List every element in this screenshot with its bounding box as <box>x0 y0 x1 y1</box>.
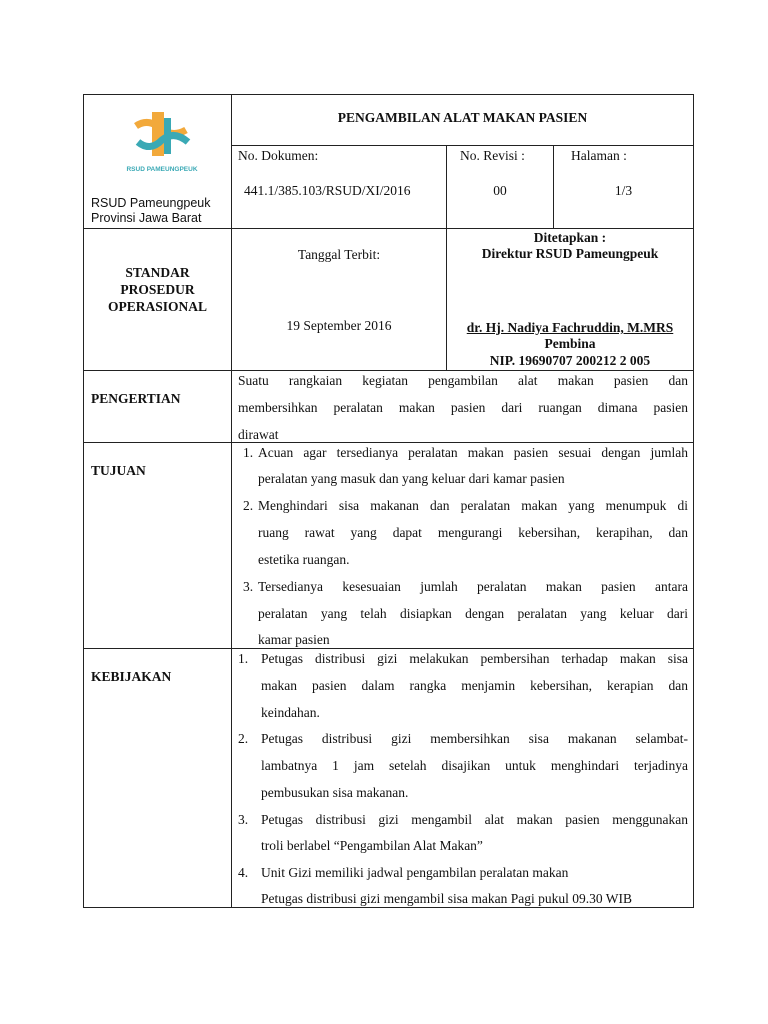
page-value: 1/3 <box>614 183 633 198</box>
tujuan-item-line: ruang rawat yang dapat mengurangi kebersihan, kerapihan, dan <box>258 525 688 540</box>
sop-type-line2: PROSEDUR <box>120 282 195 297</box>
table-divider <box>83 648 694 649</box>
tujuan-item-number: 1. <box>243 445 254 460</box>
tujuan-item-line: estetika ruangan. <box>258 552 350 567</box>
institution-name: RSUD Pameungpeuk <box>91 196 211 210</box>
document-title: PENGAMBILAN ALAT MAKAN PASIEN <box>337 110 588 125</box>
table-border-right <box>693 94 694 908</box>
established-label: Ditetapkan : <box>533 230 607 245</box>
table-border-left <box>83 94 84 908</box>
tujuan-item-line: peralatan yang masuk dan yang keluar dari kamar pasien <box>258 471 565 486</box>
sop-type-line3: OPERASIONAL <box>107 299 207 314</box>
table-divider <box>83 228 694 229</box>
table-divider <box>83 442 694 443</box>
table-border-bottom <box>83 907 694 908</box>
tujuan-item-line: peralatan yang telah disiapkan dengan peralatan yang keluar dari <box>258 606 688 621</box>
section-label-tujuan: TUJUAN <box>91 463 146 478</box>
sop-type-line1: STANDAR <box>125 265 190 280</box>
issue-date-label: Tanggal Terbit: <box>297 247 381 262</box>
kebijakan-item-line: Petugas distribusi gizi mengambil alat makan pasien menggunakan <box>261 812 688 827</box>
page-label: Halaman : <box>571 148 627 163</box>
pengertian-line: dirawat <box>238 427 279 442</box>
signer-name: dr. Hj. Nadiya Fachruddin, M.MRS <box>466 320 674 335</box>
table-divider <box>232 145 694 146</box>
signer-rank: Pembina <box>544 336 596 351</box>
tujuan-item-line: Menghindari sisa makanan dan peralatan makan yang menumpuk di <box>258 498 688 513</box>
revision-label: No. Revisi : <box>460 148 525 163</box>
doc-number-value: 441.1/385.103/RSUD/XI/2016 <box>244 183 411 198</box>
kebijakan-item-line: keindahan. <box>261 705 320 720</box>
pengertian-line: Suatu rangkaian kegiatan pengambilan alat makan pasien dan <box>238 373 688 388</box>
table-divider <box>83 370 694 371</box>
section-label-pengertian: PENGERTIAN <box>91 391 181 406</box>
kebijakan-item-line: lambatnya 1 jam setelah disajikan untuk menghindari terjadinya <box>261 758 688 773</box>
doc-number-label: No. Dokumen: <box>238 148 319 163</box>
kebijakan-item-number: 2. <box>238 731 249 746</box>
tujuan-item-line: kamar pasien <box>258 632 330 647</box>
kebijakan-item-line: Unit Gizi memiliki jadwal pengambilan peralatan makan <box>261 865 569 880</box>
kebijakan-item-line: pembusukan sisa makanan. <box>261 785 409 800</box>
table-column-divider <box>231 94 232 908</box>
revision-value: 00 <box>493 183 507 198</box>
section-label-kebijakan: KEBIJAKAN <box>91 669 172 684</box>
established-by: Direktur RSUD Pameungpeuk <box>481 246 659 261</box>
kebijakan-item-line: Petugas distribusi gizi mengambil sisa makan Pagi pukul 09.30 WIB <box>261 891 632 906</box>
pengertian-line: membersihkan peralatan makan pasien dari ruangan dimana pasien <box>238 400 688 415</box>
institution-province: Provinsi Jawa Barat <box>91 211 202 225</box>
kebijakan-item-line: Petugas distribusi gizi melakukan pembersihan terhadap makan sisa <box>261 651 688 666</box>
tujuan-item-number: 3. <box>243 579 254 594</box>
kebijakan-item-number: 4. <box>238 865 249 880</box>
hospital-logo <box>126 108 198 176</box>
kebijakan-item-line: troli berlabel “Pengambilan Alat Makan” <box>261 838 483 853</box>
tujuan-item-line: Acuan agar tersedianya peralatan makan pasien sesuai dengan jumlah <box>258 445 688 460</box>
tujuan-item-line: Tersedianya kesesuaian jumlah peralatan makan pasien antara <box>258 579 688 594</box>
kebijakan-item-line: makan pasien dalam rangka menjamin kebersihan, kerapian dan <box>261 678 688 693</box>
kebijakan-item-number: 1. <box>238 651 249 666</box>
table-border-top <box>83 94 694 95</box>
tujuan-item-number: 2. <box>243 498 254 513</box>
kebijakan-item-line: Petugas distribusi gizi membersihkan sisa makanan selambat- <box>261 731 688 746</box>
issue-date-value: 19 September 2016 <box>286 318 392 333</box>
kebijakan-item-number: 3. <box>238 812 249 827</box>
logo-caption: RSUD PAMEUNGPEUK <box>126 166 198 173</box>
signer-nip: NIP. 19690707 200212 2 005 <box>489 353 651 368</box>
